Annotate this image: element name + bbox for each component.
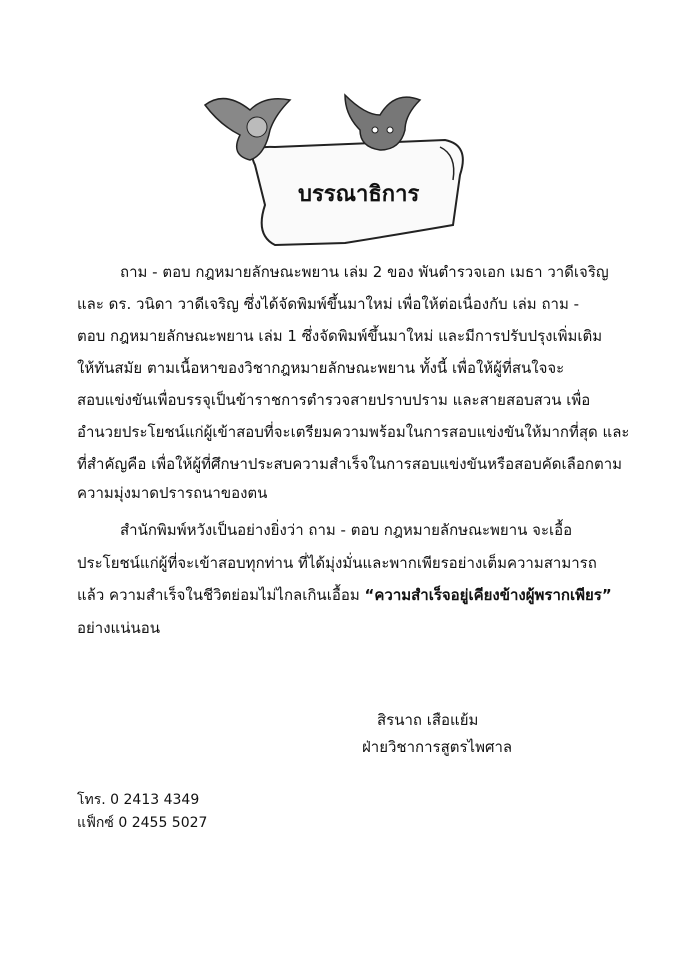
paragraph-line: ประโยชน์แก่ผู้ที่จะเข้าสอบทุกท่าน ที่ได้มุ่งมั่นและพากเพียรอย่างเต็มความสามารถ xyxy=(77,554,597,572)
page-title: บรรณาธิการ xyxy=(298,182,420,207)
paragraph-line xyxy=(77,585,612,605)
paragraph-line: ถาม - ตอบ กฎหมายลักษณะพยาน เล่ม 2 ของ พันตำรวจเอก เมธา วาดีเจริญ xyxy=(120,263,609,281)
paragraph-line: สำนักพิมพ์หวังเป็นอย่างยิ่งว่า ถาม - ตอบ กฎหมายลักษณะพยาน จะเอื้อ xyxy=(120,521,573,539)
bold-quote: “ความสำเร็จอยู่เคียงข้างผู้พรากเพียร” xyxy=(364,586,612,604)
paragraph-line: อย่างแน่นอน xyxy=(77,619,160,637)
paragraph-line: ตอบ กฎหมายลักษณะพยาน เล่ม 1 ซึ่งจัดพิมพ์ขึ้นมาใหม่ และมีการปรับปรุงเพิ่มเติม xyxy=(77,327,603,345)
paragraph-line: อำนวยประโยชน์แก่ผู้เข้าสอบที่จะเตรียมความพร้อมในการสอบแข่งขันให้มากที่สุด และ xyxy=(77,423,630,441)
paragraph-line: และ ดร. วนิดา วาดีเจริญ ซึ่งได้จัดพิมพ์ขึ้นมาใหม่ เพื่อให้ต่อเนื่องกับ เล่ม ถาม - xyxy=(77,295,580,313)
paragraph-line: สอบแข่งขันเพื่อบรรจุเป็นข้าราชการตำรวจสายปราบปราม และสายสอบสวน เพื่อ xyxy=(77,391,591,409)
paragraph-line: ความมุ่งมาดปรารถนาของตน xyxy=(77,484,268,502)
scroll-banner-birds-illustration xyxy=(195,85,475,250)
contact-fax: แฟ็กซ์ 0 2455 5027 xyxy=(77,815,208,831)
paragraph-line: ที่สำคัญคือ เพื่อให้ผู้ที่ศึกษาประสบความสำเร็จในการสอบแข่งขันหรือสอบคัดเลือกตาม xyxy=(77,455,623,473)
paragraph-text: แล้ว ความสำเร็จในชีวิตย่อมไม่ไกลเกินเอื้อม xyxy=(77,586,365,604)
signature-department: ฝ่ายวิชาการสูตรไพศาล xyxy=(362,738,513,756)
paragraph-line: ให้ทันสมัย ตามเนื้อหาของวิชากฎหมายลักษณะพยาน ทั้งนี้ เพื่อให้ผู้ที่สนใจจะ xyxy=(77,359,565,377)
signature-name: สิรนาถ เสือแย้ม xyxy=(377,711,479,729)
contact-phone: โทร. 0 2413 4349 xyxy=(77,792,200,808)
